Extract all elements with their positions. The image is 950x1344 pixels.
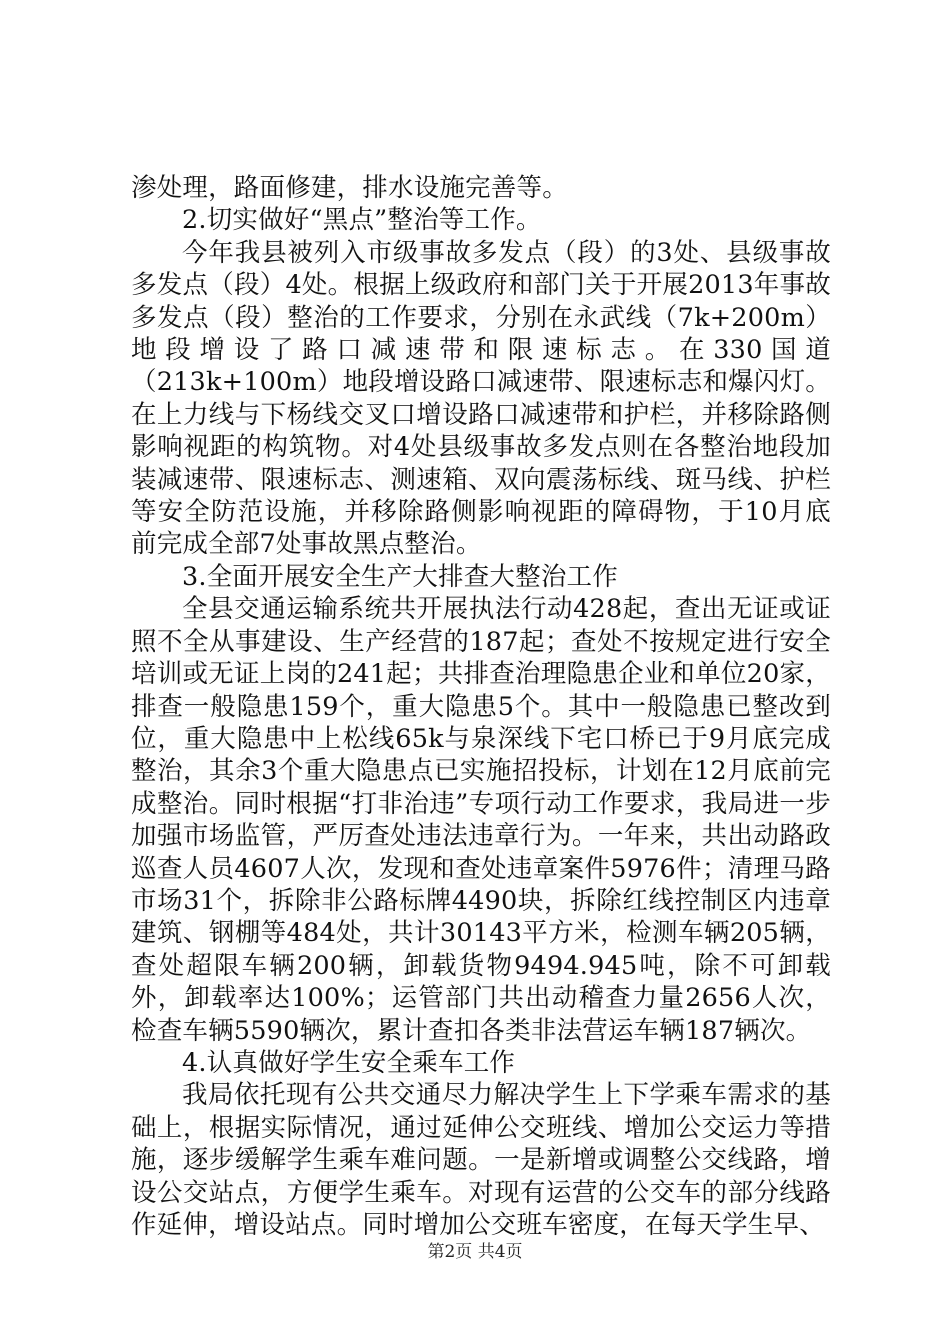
- heading-3-safety-inspection: 3.全面开展安全生产大排查大整治工作: [182, 561, 618, 592]
- heading-2-blackspot: 2.切实做好“黑点”整治等工作。: [182, 205, 542, 236]
- paragraph-student-transport: 我局依托现有公共交通尽力解决学生上下学乘车需求的基础上，根据实际情况，通过延伸公交班线、增加公交运力等措施，逐步缓解学生乘车难问题。一是新增或调整公交线路，增设公交站点，方便学生乘车。对现有运营的公交车的部分线路作延伸，增设站点。同时增加公交班车密度，在每天学生早、: [131, 1080, 831, 1240]
- paragraph-blackspot: 今年我县被列入市级事故多发点（段）的3处、县级事故多发点（段）4处。根据上级政府和部门关于开展2013年事故多发点（段）整治的工作要求，分别在永武线（7k+200m）地段增设了路口减速带和限速标志。在330国道（213k+100m）地段增设路口减速带、限速标志和爆闪灯。在上力线与下杨线交叉口增设路口减速带和护栏，并移除路侧影响视距的构筑物。对4处县级事故多发点则在各整治地段加装减速带、限速标志、测速箱、双向震荡标线、斑马线、护栏等安全防范设施，并移除路侧影响视距的障碍物，于10月底前完成全部7处事故黑点整治。: [131, 237, 831, 560]
- body-text: [131, 172, 831, 1241]
- paragraph-safety-inspection: 全县交通运输系统共开展执法行动428起，查出无证或证照不全从事建设、生产经营的187起；查处不按规定进行安全培训或无证上岗的241起；共排查治理隐患企业和单位20家，排查一般隐患159个，重大隐患5个。其中一般隐患已整改到位，重大隐患中上松线65k与泉深线下宅口桥已于9月底完成整治，其余3个重大隐患点已实施招投标，计划在12月底前完成整治。同时根据“打非治违”专项行动工作要求，我局进一步加强市场监管，严厉查处违法违章行为。一年来，共出动路政巡查人员4607人次，发现和查处违章案件5976件；清理马路市场31个，拆除非公路标牌4490块，拆除红线控制区内违章建筑、钢棚等484处，共计30143平方米，检测车辆205辆，查处超限车辆200辆，卸载货物9494.945吨，除不可卸载外，卸载率达100%；运管部门共出动稽查力量2656人次，检查车辆5590辆次，累计查扣各类非法营运车辆187辆次。: [131, 594, 831, 1046]
- paragraph-0: 渗处理，路面修建，排水设施完善等。: [131, 173, 568, 203]
- page-number-footer: 第2页 共4页: [427, 1242, 523, 1262]
- heading-4-student-transport: 4.认真做好学生安全乘车工作: [182, 1047, 516, 1078]
